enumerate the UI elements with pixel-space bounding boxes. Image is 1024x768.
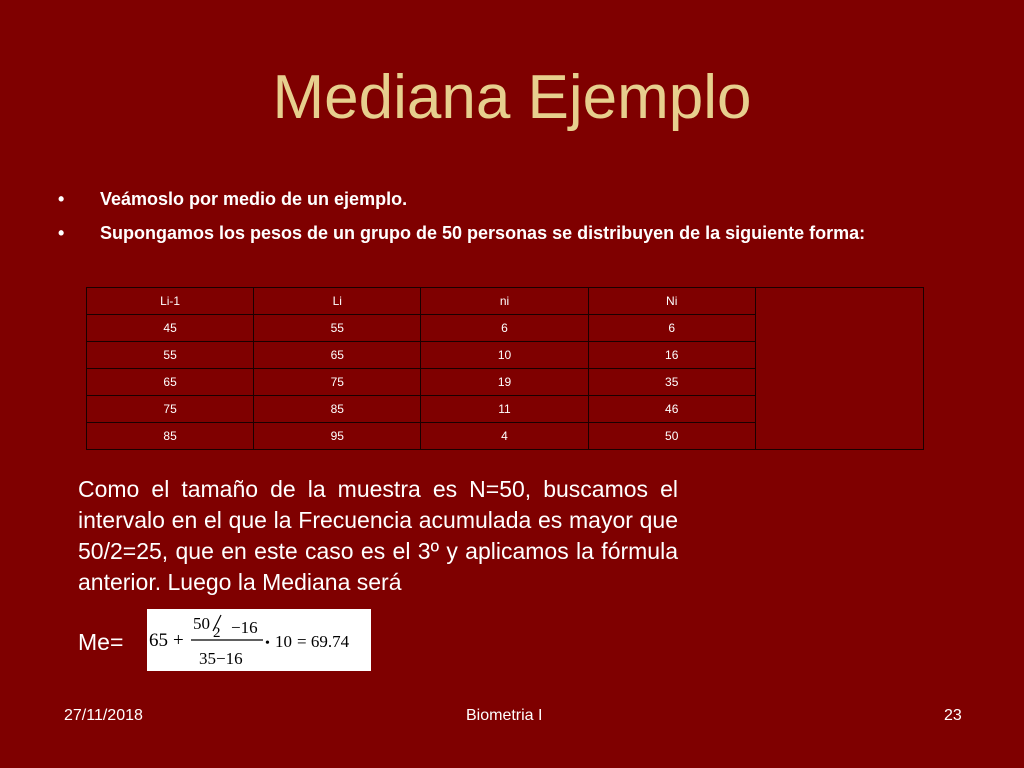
table-cell: 65: [254, 342, 421, 369]
table-cell: 50: [588, 423, 755, 450]
formula-num-den: 2: [213, 625, 221, 641]
table-cell: 55: [254, 315, 421, 342]
formula-plus: +: [173, 630, 184, 651]
table-cell: 46: [588, 396, 755, 423]
formula-graphic: [147, 609, 371, 671]
median-formula: [147, 609, 371, 671]
header-cell: ni: [421, 288, 588, 315]
formula-denominator: 35−16: [199, 649, 243, 668]
table-cell: 75: [87, 396, 254, 423]
table-cell: 16: [588, 342, 755, 369]
table-cell: 65: [87, 369, 254, 396]
table-cell: 95: [254, 423, 421, 450]
bullet-marker: •: [58, 223, 65, 243]
table-header-row: [87, 288, 924, 315]
bullet-marker: •: [58, 189, 65, 209]
median-label: Me=: [78, 629, 124, 655]
table-cell: 85: [254, 396, 421, 423]
table-cell: 6: [588, 315, 755, 342]
header-cell: Li-1: [87, 288, 254, 315]
formula-dot: •: [265, 636, 270, 651]
footer-course: Biometria I: [466, 707, 543, 724]
formula-base: 65: [149, 630, 168, 651]
table-cell: 45: [87, 315, 254, 342]
empty-column: [755, 288, 923, 450]
table-cell: 75: [254, 369, 421, 396]
bullet-item: [58, 186, 918, 212]
table-cell: 11: [421, 396, 588, 423]
bullet-item: [58, 220, 918, 246]
table-cell: 35: [588, 369, 755, 396]
frequency-table: [86, 287, 924, 450]
header-cell: Li: [254, 288, 421, 315]
formula-multiplier: 10: [275, 632, 292, 651]
table-cell: 55: [87, 342, 254, 369]
formula-result: = 69.74: [297, 632, 350, 651]
table-cell: 19: [421, 369, 588, 396]
header-cell: Ni: [588, 288, 755, 315]
formula-num-right: −16: [231, 618, 258, 637]
bullet-text: Supongamos los pesos de un grupo de 50 personas se distribuyen de la siguiente forma:: [100, 223, 866, 243]
explanation-text: Como el tamaño de la muestra es N=50, buscamos el intervalo en el que la Frecuencia acumulada es mayor que 50/2=25, que en este caso es el 3º y aplicamos la fórmula anterior. Luego la Mediana será: [78, 476, 678, 595]
table-cell: 85: [87, 423, 254, 450]
slide-title: Mediana Ejemplo: [272, 63, 752, 132]
table-cell: 10: [421, 342, 588, 369]
footer-date: 27/11/2018: [64, 707, 143, 724]
footer-page-number: 23: [944, 707, 962, 724]
table-cell: 6: [421, 315, 588, 342]
bullet-list: [58, 186, 918, 254]
formula-num-left: 50: [193, 614, 210, 633]
bullet-text: Veámoslo por medio de un ejemplo.: [100, 189, 408, 209]
table-cell: 4: [421, 423, 588, 450]
